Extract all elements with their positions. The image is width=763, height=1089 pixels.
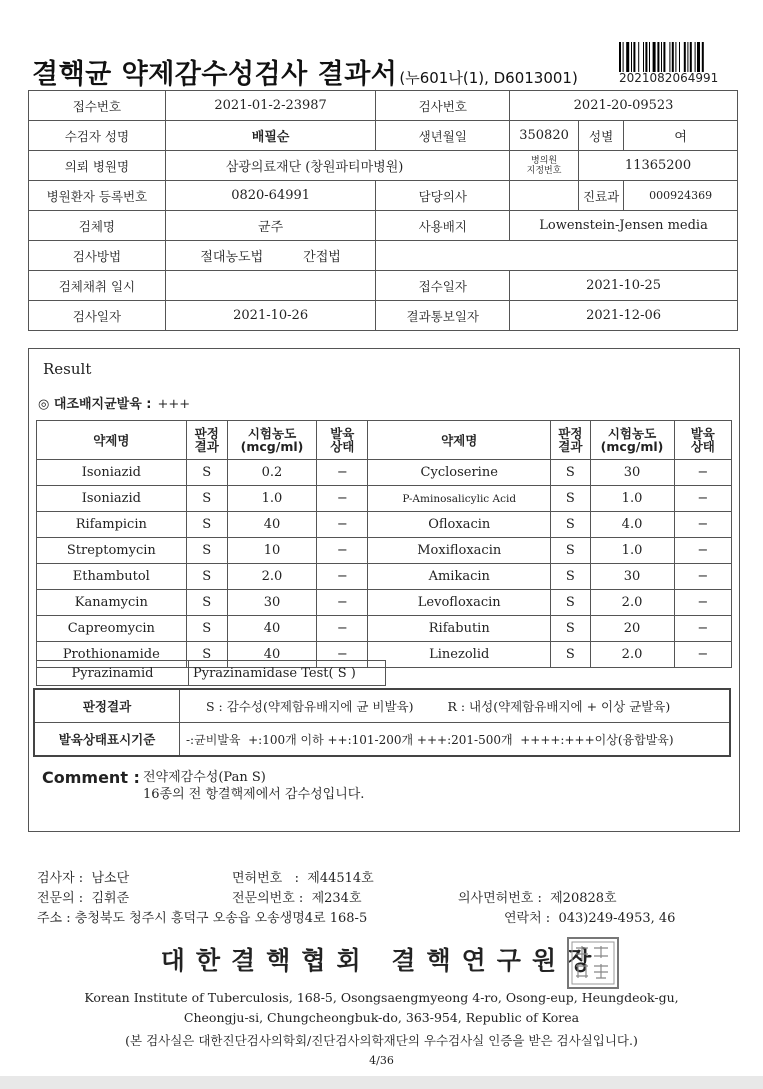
drug-susceptibility-table <box>36 420 732 668</box>
test-conc: 20 <box>590 616 674 642</box>
barcode-bar <box>669 42 670 72</box>
table-row <box>37 590 732 616</box>
doctor-value <box>510 181 579 211</box>
barcode-bar <box>663 42 665 72</box>
report-date-label: 결과통보일자 <box>376 301 510 331</box>
method-2: 간접법 <box>303 250 341 265</box>
collect-value <box>165 271 376 301</box>
organization-name: 대한결핵협회 결핵연구원장 <box>160 946 603 975</box>
growth-state: − <box>674 616 731 642</box>
judge-criteria-label: 판정결과 <box>34 689 180 723</box>
test-conc: 30 <box>590 564 674 590</box>
dept-code-value: 000924369 <box>624 181 738 211</box>
barcode-bar <box>649 42 650 72</box>
test-conc: 30 <box>590 460 674 486</box>
drug-name: Ofloxacin <box>368 512 551 538</box>
table-row <box>37 538 732 564</box>
report-title <box>32 52 578 91</box>
col-conc-right-line2: (mcg/ml) <box>600 439 664 454</box>
growth-state: − <box>674 460 731 486</box>
patient-name-label: 수검자 성명 <box>29 121 166 151</box>
barcode-bar <box>623 42 624 72</box>
growth-state: − <box>674 590 731 616</box>
growth-state: − <box>674 512 731 538</box>
drug-name: Prothionamide <box>37 642 187 668</box>
barcode-bar <box>695 42 696 72</box>
sex-value: 여 <box>624 121 738 151</box>
test-conc: 4.0 <box>590 512 674 538</box>
license-no: 면허번호 : 제44514호 <box>232 871 374 886</box>
examiner: 검사자 : 남소단 <box>37 871 130 886</box>
control-growth <box>38 393 190 412</box>
doctor-label: 담당의사 <box>376 181 510 211</box>
received-value: 2021-10-25 <box>510 271 738 301</box>
control-growth-value: +++ <box>157 397 191 412</box>
test-conc: 40 <box>227 642 316 668</box>
table-row <box>37 460 732 486</box>
drug-name: Rifabutin <box>368 616 551 642</box>
received-label: 접수일자 <box>376 271 510 301</box>
judge-r-text: R : 내성(약제함유배지에 + 이상 균발육) <box>447 699 671 714</box>
barcode-bar <box>645 42 647 72</box>
col-growth-left-line1: 발육 <box>330 426 355 441</box>
method-1: 절대농도법 <box>200 250 264 265</box>
judge-result: S <box>186 512 227 538</box>
test-conc: 30 <box>227 590 316 616</box>
test-conc: 2.0 <box>590 590 674 616</box>
growth-criteria-value: -:균비발육 +:100개 이하 ++:101-200개 +++:201-500개 ++++:+++이상(융합발육) <box>180 723 731 757</box>
growth-state: − <box>317 512 368 538</box>
drug-name: Amikacin <box>368 564 551 590</box>
hospital-code-value: 11365200 <box>579 151 738 181</box>
growth-state: − <box>317 460 368 486</box>
barcode-number: 2021082064991 <box>619 71 719 85</box>
table-row <box>37 616 732 642</box>
specimen-value: 균주 <box>165 211 376 241</box>
col-judge-right-line2: 결과 <box>558 439 583 454</box>
official-seal-stamp <box>566 936 620 990</box>
growth-state: − <box>317 590 368 616</box>
judge-s-text: S : 감수성(약제함유배지에 균 비발육) <box>206 699 414 714</box>
table-row <box>37 486 732 512</box>
specialist: 전문의 : 김휘준 <box>37 891 130 906</box>
hospital-label: 의뢰 병원명 <box>29 151 166 181</box>
barcode-bar <box>643 42 644 72</box>
judge-result: S <box>186 642 227 668</box>
birth-label: 생년월일 <box>376 121 510 151</box>
specialist-no: 전문의번호 : 제234호 <box>232 891 362 906</box>
judge-result: S <box>186 616 227 642</box>
judge-result: S <box>551 460 590 486</box>
test-conc: 40 <box>227 512 316 538</box>
barcode-bar <box>619 42 621 72</box>
col-growth-right-line2: 상태 <box>690 439 715 454</box>
col-conc-left <box>227 421 316 460</box>
barcode-bar <box>690 42 692 72</box>
drug-name: Kanamycin <box>37 590 187 616</box>
drug-name: Levofloxacin <box>368 590 551 616</box>
medium-value: Lowenstein-Jensen media <box>510 211 738 241</box>
test-date-label: 검사일자 <box>29 301 166 331</box>
test-conc: 1.0 <box>227 486 316 512</box>
col-judge-left <box>186 421 227 460</box>
col-growth-left <box>317 421 368 460</box>
contact: 연락처 : 043)249-4953, 46 <box>504 911 676 926</box>
method-empty <box>376 241 738 271</box>
drug-name: Rifampicin <box>37 512 187 538</box>
pza-label: Pyrazinamid <box>37 661 189 686</box>
test-date-value: 2021-10-26 <box>165 301 376 331</box>
drug-name: Cycloserine <box>368 460 551 486</box>
judge-criteria-value <box>180 689 731 723</box>
comment-line-1: 전약제감수성(Pan S) <box>143 770 266 785</box>
test-conc: 10 <box>227 538 316 564</box>
drug-name: Isoniazid <box>37 460 187 486</box>
barcode-bar <box>697 42 700 72</box>
reg-no-label: 병원환자 등록번호 <box>29 181 166 211</box>
birth-value: 350820 <box>510 121 579 151</box>
col-conc-right-line1: 시험농도 <box>607 426 657 441</box>
barcode-bar <box>638 42 639 72</box>
test-conc: 2.0 <box>590 642 674 668</box>
hospital-code-label-line2: 지정번호 <box>526 165 562 176</box>
judge-result: S <box>551 512 590 538</box>
col-judge-left-line1: 판정 <box>194 426 219 441</box>
test-conc: 40 <box>227 616 316 642</box>
test-conc: 0.2 <box>227 460 316 486</box>
patient-info-table <box>28 90 738 331</box>
test-conc: 1.0 <box>590 538 674 564</box>
test-conc: 2.0 <box>227 564 316 590</box>
growth-state: − <box>674 564 731 590</box>
collect-label: 검체채취 일시 <box>29 271 166 301</box>
drug-name: Capreomycin <box>37 616 187 642</box>
medium-label: 사용배지 <box>376 211 510 241</box>
growth-state: − <box>674 486 731 512</box>
control-growth-label: ◎ 대조배지균발육 : <box>38 397 152 412</box>
table-row <box>37 564 732 590</box>
barcode-bar <box>631 42 632 72</box>
col-conc-left-line1: 시험농도 <box>247 426 297 441</box>
reg-no-value: 0820-64991 <box>165 181 376 211</box>
sex-label: 성별 <box>579 121 624 151</box>
comment-label: Comment : <box>42 768 140 787</box>
growth-state: − <box>317 486 368 512</box>
judge-result: S <box>186 486 227 512</box>
patient-name-value: 배필순 <box>165 121 376 151</box>
drug-table-header <box>37 421 732 460</box>
title-code: (누601나(1), D6013001) <box>399 69 578 87</box>
drug-name: Isoniazid <box>37 486 187 512</box>
judge-result: S <box>186 538 227 564</box>
drug-name: Streptomycin <box>37 538 187 564</box>
drug-name: Moxifloxacin <box>368 538 551 564</box>
judge-result: S <box>186 590 227 616</box>
col-conc-right <box>590 421 674 460</box>
title-main: 결핵균 약제감수성검사 결과서 <box>32 59 398 90</box>
barcode-bar <box>675 42 676 72</box>
test-no-label: 검사번호 <box>376 91 510 121</box>
barcode-bar <box>653 42 656 72</box>
judge-result: S <box>551 642 590 668</box>
judge-result: S <box>551 590 590 616</box>
method-label: 검사방법 <box>29 241 166 271</box>
pyrazinamid-row <box>36 660 386 686</box>
growth-state: − <box>674 538 731 564</box>
drug-name: Ethambutol <box>37 564 187 590</box>
barcode-bar <box>679 42 680 72</box>
judge-result: S <box>186 460 227 486</box>
barcode-bar <box>657 42 659 72</box>
growth-state: − <box>317 538 368 564</box>
barcode-bar <box>684 42 686 72</box>
growth-criteria-label: 발육상태표시기준 <box>34 723 180 757</box>
comment-line-2: 16종의 전 항결핵제에서 감수성입니다. <box>143 787 365 802</box>
hospital-code-label-line1: 병의원 <box>531 155 558 166</box>
barcode-bar <box>687 42 688 72</box>
growth-state: − <box>317 564 368 590</box>
col-growth-right <box>674 421 731 460</box>
barcode-bar <box>633 42 635 72</box>
hospital-code-label <box>510 151 579 181</box>
col-drug-left: 약제명 <box>37 421 187 460</box>
report-date-value: 2021-12-06 <box>510 301 738 331</box>
col-judge-right <box>551 421 590 460</box>
judge-result: S <box>186 564 227 590</box>
english-address-line-1: Korean Institute of Tuberculosis, 168-5, Osongsaengmyeong 4-ro, Osong-eup, Heungdeok-gu, <box>84 990 679 1005</box>
receipt-no-label: 접수번호 <box>29 91 166 121</box>
method-value <box>165 241 376 271</box>
certification-note: (본 검사실은 대한진단검사의학회/진단검사의학재단의 우수검사실 인증을 받은 검사실입니다.) <box>125 1033 638 1048</box>
barcode-bar <box>672 42 674 72</box>
receipt-no-value: 2021-01-2-23987 <box>165 91 376 121</box>
bottom-band <box>0 1076 763 1089</box>
growth-state: − <box>317 642 368 668</box>
judge-result: S <box>551 486 590 512</box>
judge-result: S <box>551 564 590 590</box>
growth-state: − <box>674 642 731 668</box>
english-address-line-2: Cheongju-si, Chungcheongbuk-do, 363-954, Republic of Korea <box>183 1010 580 1025</box>
col-drug-right: 약제명 <box>368 421 551 460</box>
barcode-image <box>619 42 727 72</box>
result-title: Result <box>43 360 92 378</box>
col-growth-left-line2: 상태 <box>330 439 355 454</box>
specimen-label: 검체명 <box>29 211 166 241</box>
drug-name: P-Aminosalicylic Acid <box>368 486 551 512</box>
judge-result: S <box>551 538 590 564</box>
hospital-value: 삼광의료재단 (창원파티마병원) <box>165 151 509 181</box>
barcode-bar <box>626 42 629 72</box>
judge-result: S <box>551 616 590 642</box>
col-conc-left-line2: (mcg/ml) <box>240 439 304 454</box>
table-row <box>37 512 732 538</box>
doctor-license-no: 의사면허번호 : 제20828호 <box>458 891 617 906</box>
page-number: 4/36 <box>369 1054 394 1067</box>
test-conc: 1.0 <box>590 486 674 512</box>
address: 주소 : 충청북도 청주시 흥덕구 오송읍 오송생명4로 168-5 <box>37 911 368 926</box>
pza-value: Pyrazinamidase Test( S ) <box>189 661 386 686</box>
barcode-bar <box>661 42 662 72</box>
drug-name: Linezolid <box>368 642 551 668</box>
col-judge-right-line1: 판정 <box>558 426 583 441</box>
col-growth-right-line1: 발육 <box>690 426 715 441</box>
dept-label: 진료과 <box>579 181 624 211</box>
legend-table <box>33 688 731 757</box>
col-judge-left-line2: 결과 <box>194 439 219 454</box>
test-no-value: 2021-20-09523 <box>510 91 738 121</box>
growth-state: − <box>317 616 368 642</box>
barcode-bar <box>702 42 704 72</box>
